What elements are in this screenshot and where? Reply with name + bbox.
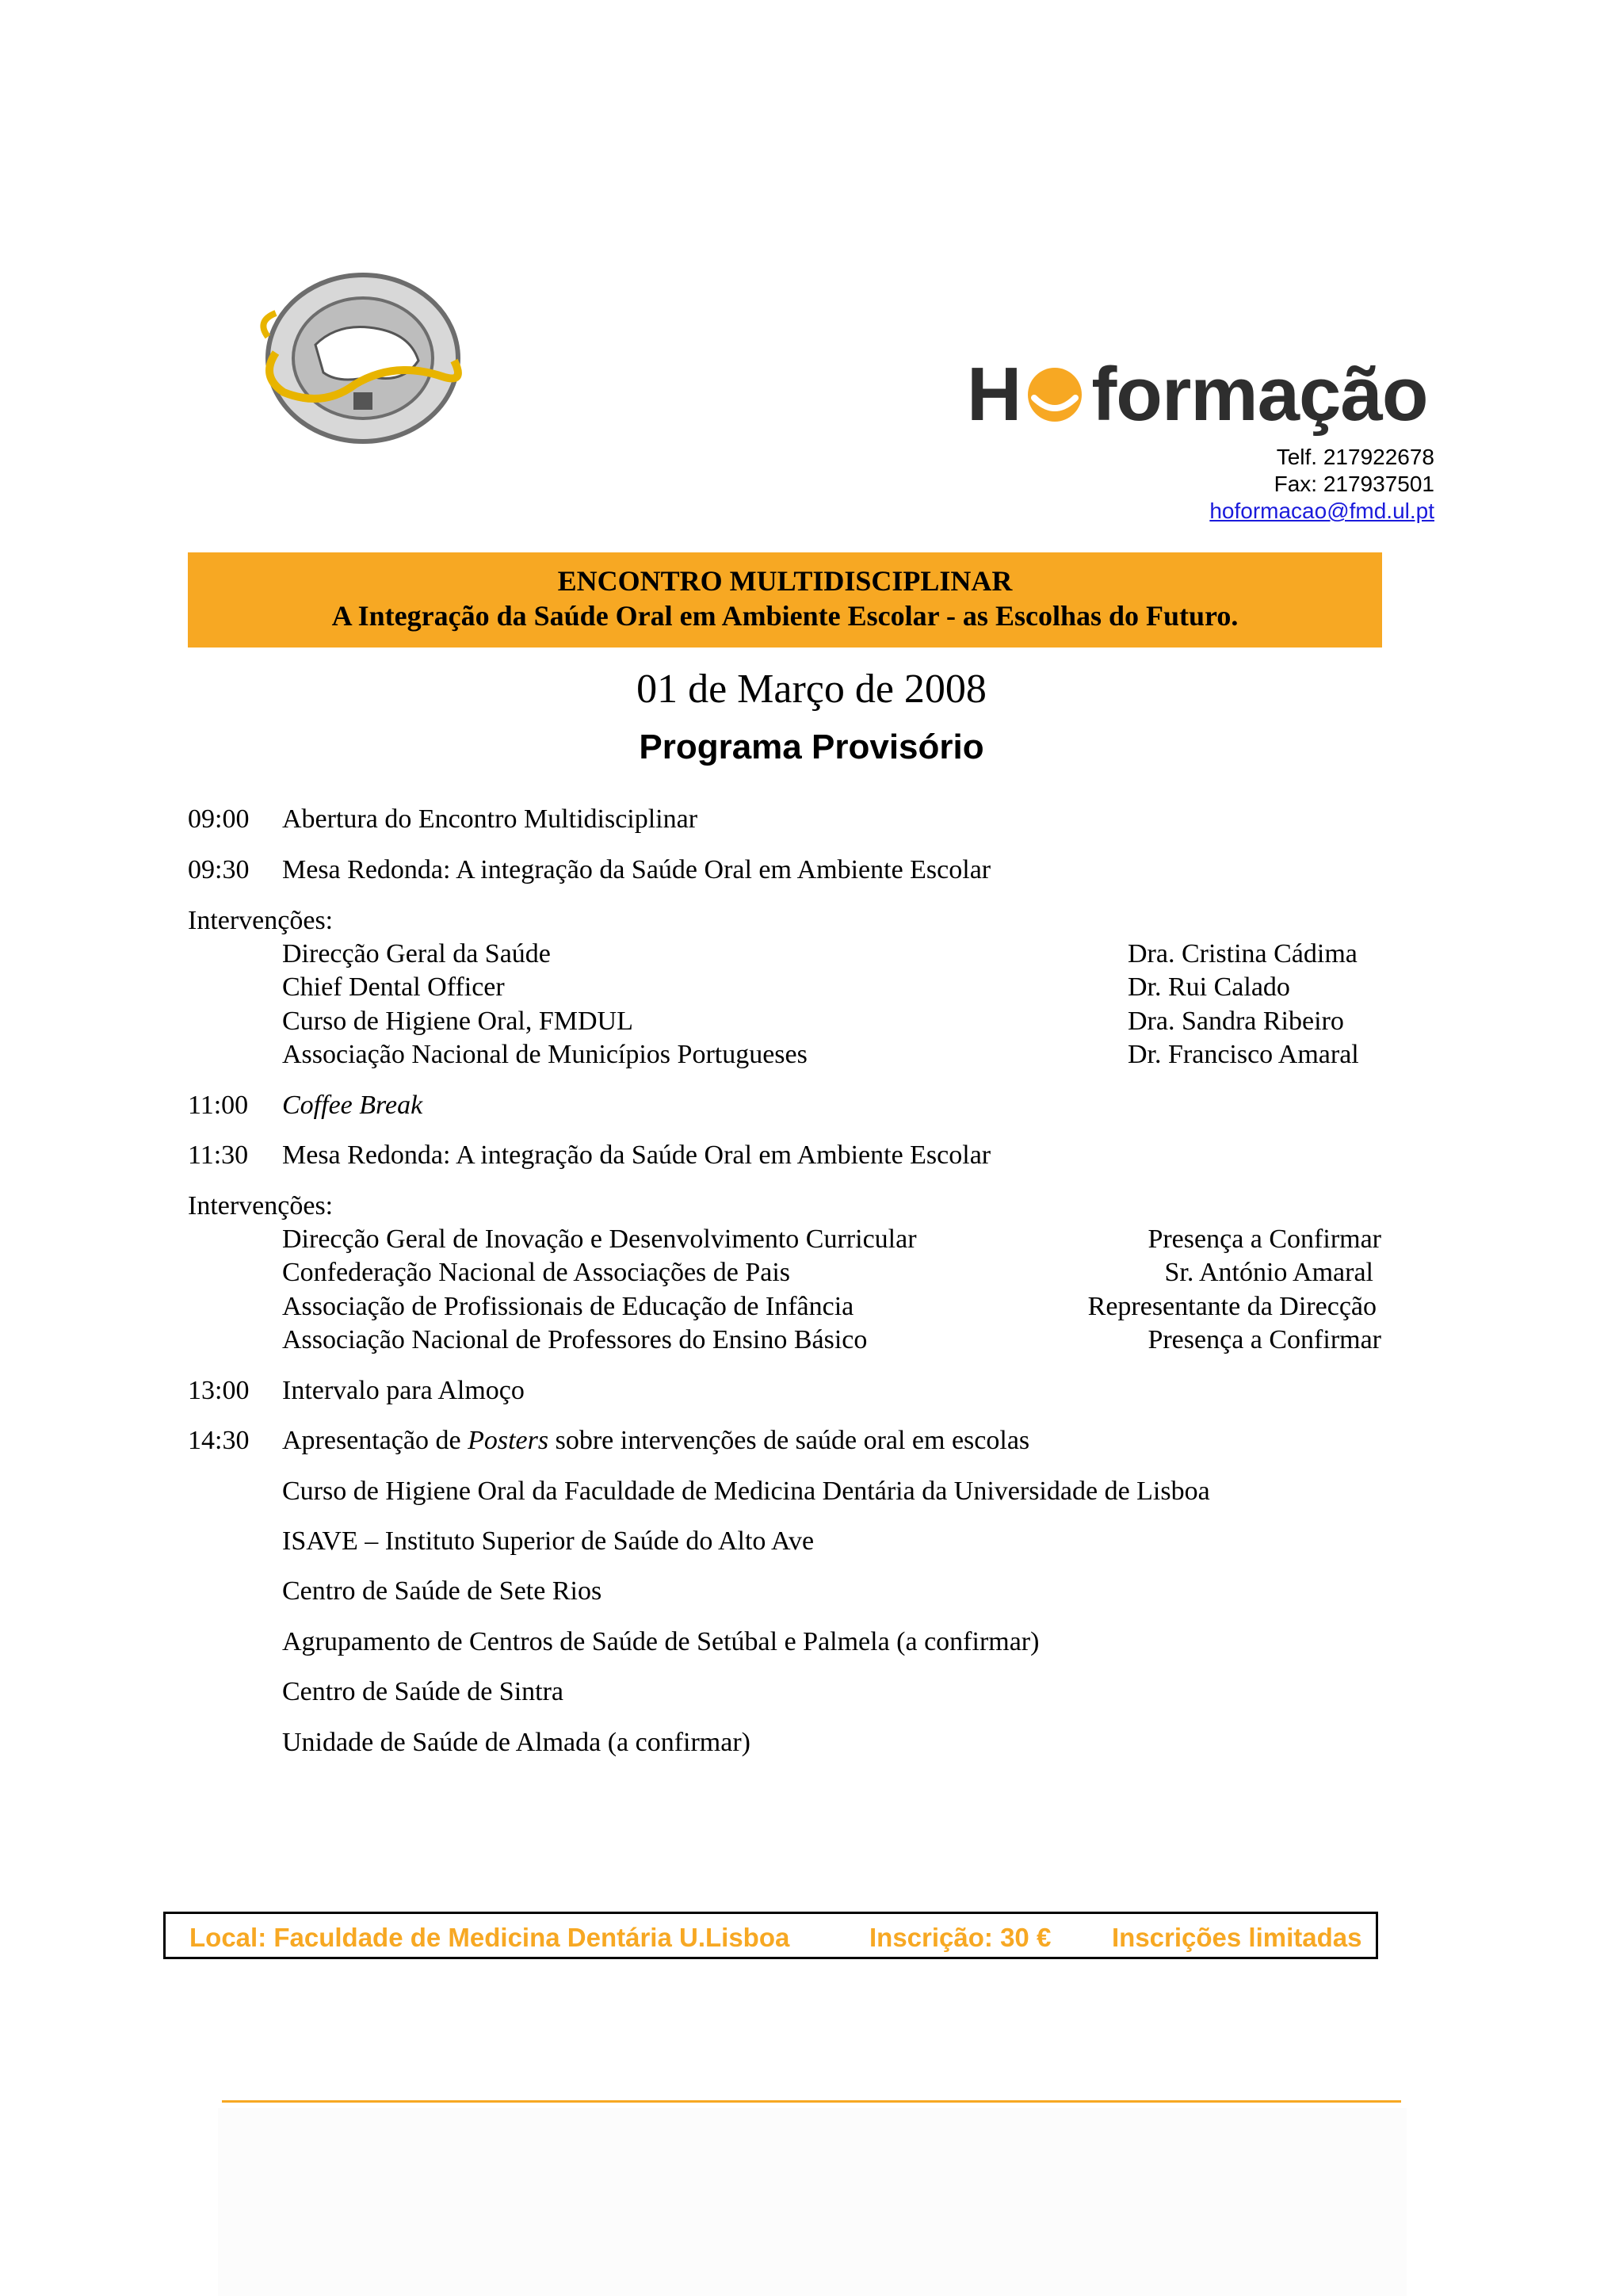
contact-email-link[interactable]: hoformacao@fmd.ul.pt [1209,499,1434,523]
schedule-item: Mesa Redonda: A integração da Saúde Oral em Ambiente Escolar [282,855,991,884]
ho-logo-h: H [967,352,1022,437]
schedule-time: 09:00 [188,804,250,834]
interventions-label: Intervenções: [188,1191,334,1221]
schedule-time: 09:30 [188,855,250,884]
poster-item: Unidade de Saúde de Almada (a confirmar) [282,1728,750,1757]
sun-smile-icon [1023,363,1086,426]
panel-org: Confederação Nacional de Associações de Pais [282,1258,791,1287]
contact-phone: Telf. 217922678 [1276,445,1434,469]
panel-speaker: Dra. Sandra Ribeiro [1128,1007,1344,1036]
panel-speaker: Dr. Francisco Amaral [1128,1040,1359,1069]
footer-info-box [163,1912,1378,1959]
poster-item: Curso de Higiene Oral da Faculdade de Medicina Dentária da Universidade de Lisboa [282,1477,1210,1506]
schedule-time: 11:30 [188,1140,249,1170]
page-background-block [218,2108,1407,2296]
panel-speaker: Dra. Cristina Cádima [1128,939,1358,968]
panel-org: Associação Nacional de Professores do Ensino Básico [282,1325,868,1354]
program-title: Programa Provisório [639,728,984,766]
schedule-item: Coffee Break [282,1091,423,1120]
event-banner [188,552,1382,648]
panel-speaker: Dr. Rui Calado [1128,972,1290,1002]
schedule-item: Intervalo para Almoço [282,1376,525,1405]
poster-item: Centro de Saúde de Sintra [282,1677,564,1706]
panel-speaker: Sr. António Amaral [1164,1258,1373,1287]
panel-speaker: Presença a Confirmar [1148,1325,1381,1354]
bottom-divider [222,2100,1401,2103]
schedule-item-part: sobre intervenções de saúde oral em escolas [548,1426,1030,1455]
event-date: 01 de Março de 2008 [636,667,987,712]
panel-org: Curso de Higiene Oral, FMDUL [282,1007,633,1036]
ho-formacao-logo [967,352,1428,437]
panel-org: Associação de Profissionais de Educação de Infância [282,1292,854,1321]
interventions-label: Intervenções: [188,906,334,935]
panel-org: Direcção Geral da Saúde [282,939,551,968]
schedule-item: Mesa Redonda: A integração da Saúde Oral em Ambiente Escolar [282,1140,991,1170]
panel-org: Chief Dental Officer [282,972,505,1002]
ho-logo-text: formação [1091,352,1428,437]
poster-item: Agrupamento de Centros de Saúde de Setúbal e Palmela (a confirmar) [282,1627,1040,1656]
banner-title: ENCONTRO MULTIDISCIPLINAR [557,565,1013,597]
panel-speaker: Representante da Direcção [1087,1292,1377,1321]
schedule-time: 14:30 [188,1426,250,1455]
panel-speaker: Presença a Confirmar [1148,1224,1381,1254]
banner-subtitle: A Integração da Saúde Oral em Ambiente Escolar - as Escolhas do Futuro. [331,600,1239,632]
footer-limited: Inscrições limitadas [1112,1923,1362,1952]
contact-fax: Fax: 217937501 [1274,472,1434,496]
poster-item: ISAVE – Instituto Superior de Saúde do Alto Ave [282,1526,815,1556]
poster-item: Centro de Saúde de Sete Rios [282,1576,602,1606]
schedule-time: 13:00 [188,1376,250,1405]
schedule-item: Abertura do Encontro Multidisciplinar [282,804,698,834]
panel-org: Direcção Geral de Inovação e Desenvolvimento Curricular [282,1224,917,1254]
schedule-item [282,1424,1029,1457]
schedule-item-italic: Posters [468,1426,549,1455]
fmd-seal-logo [252,266,474,452]
schedule-item-part: Apresentação de [282,1426,468,1455]
schedule-time: 11:00 [188,1091,249,1120]
footer-fee: Inscrição: 30 € [869,1923,1052,1952]
footer-location: Local: Faculdade de Medicina Dentária U.Lisboa [189,1923,790,1952]
panel-org: Associação Nacional de Municípios Portugueses [282,1040,808,1069]
